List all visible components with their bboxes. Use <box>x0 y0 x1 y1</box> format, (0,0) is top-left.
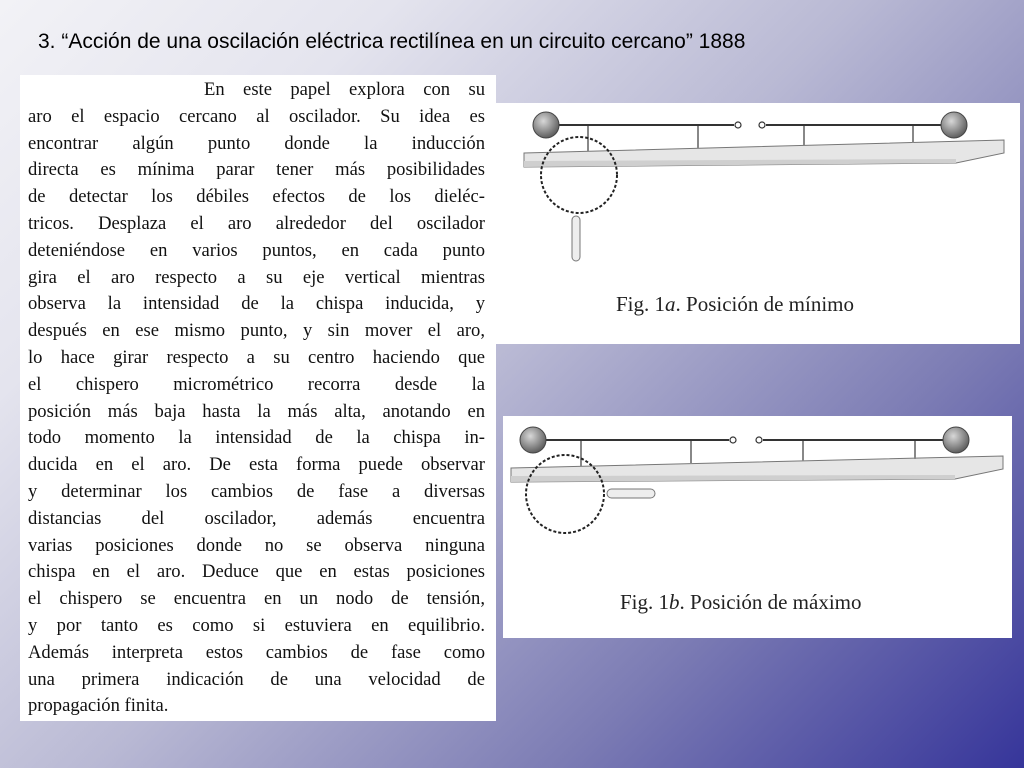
text-line: chispa en el aro. Deduce que en estas posiciones <box>28 561 485 583</box>
text-line: observa la intensidad de la chispa inducida, y <box>28 293 485 315</box>
oscillator-sphere <box>941 112 967 138</box>
text-line: aro el espacio cercano al oscilador. Su idea es <box>28 105 485 127</box>
text-line: después en ese mismo punto, y sin mover el aro, <box>28 320 485 342</box>
ring-handle <box>572 216 580 261</box>
text-line: deteniéndose en varios puntos, en cada punto <box>28 239 485 261</box>
text-line: una primera indicación de una velocidad de <box>28 668 485 690</box>
resonator-ring <box>541 137 617 213</box>
figure-1a-caption: Fig. 1a. Posición de mínimo <box>616 292 855 316</box>
oscillator-sphere <box>520 427 546 453</box>
text-line: encontrar algún punto donde la inducción <box>28 132 485 154</box>
text-line: de detectar los débiles efectos de los dieléc- <box>28 186 485 208</box>
figure-1b <box>503 416 1012 638</box>
text-panel <box>20 75 496 721</box>
text-line: ducida en el aro. De esta forma puede observar <box>28 454 485 476</box>
ring-handle <box>607 489 655 498</box>
text-line: propagación finita. <box>28 695 169 717</box>
text-line: el chispero micrométrico recorra desde la <box>28 373 485 395</box>
text-line: varias posiciones donde no se observa ninguna <box>28 534 485 556</box>
text-line: tricos. Desplaza el aro alrededor del oscilador <box>28 212 485 234</box>
text-line: Además interpreta estos cambios de fase como <box>28 641 485 663</box>
figure-1b-caption: Fig. 1b. Posición de máximo <box>620 590 862 614</box>
text-line: En este papel explora con su <box>204 79 485 100</box>
figure-1a <box>496 103 1020 344</box>
text-line: todo momento la intensidad de la chispa in- <box>28 427 485 449</box>
text-line: el chispero se encuentra en un nodo de tensión, <box>28 588 485 610</box>
text-line: lo hace girar respecto a su centro haciendo que <box>28 346 485 368</box>
slide-title: 3. “Acción de una oscilación eléctrica rectilínea en un circuito cercano” 1888 <box>38 30 746 53</box>
text-line: distancias del oscilador, además encuentra <box>28 507 485 529</box>
text-line: posición más baja hasta la más alta, anotando en <box>28 400 485 422</box>
oscillator-sphere <box>533 112 559 138</box>
oscillator-sphere <box>943 427 969 453</box>
text-line: directa es mínima parar tener más posibilidades <box>28 159 485 181</box>
text-line: y por tanto es como si estuviera en equilibrio. <box>28 614 485 636</box>
text-line: gira el aro respecto a su eje vertical mientras <box>28 266 485 288</box>
text-line: y determinar los cambios de fase a diversas <box>28 480 485 502</box>
